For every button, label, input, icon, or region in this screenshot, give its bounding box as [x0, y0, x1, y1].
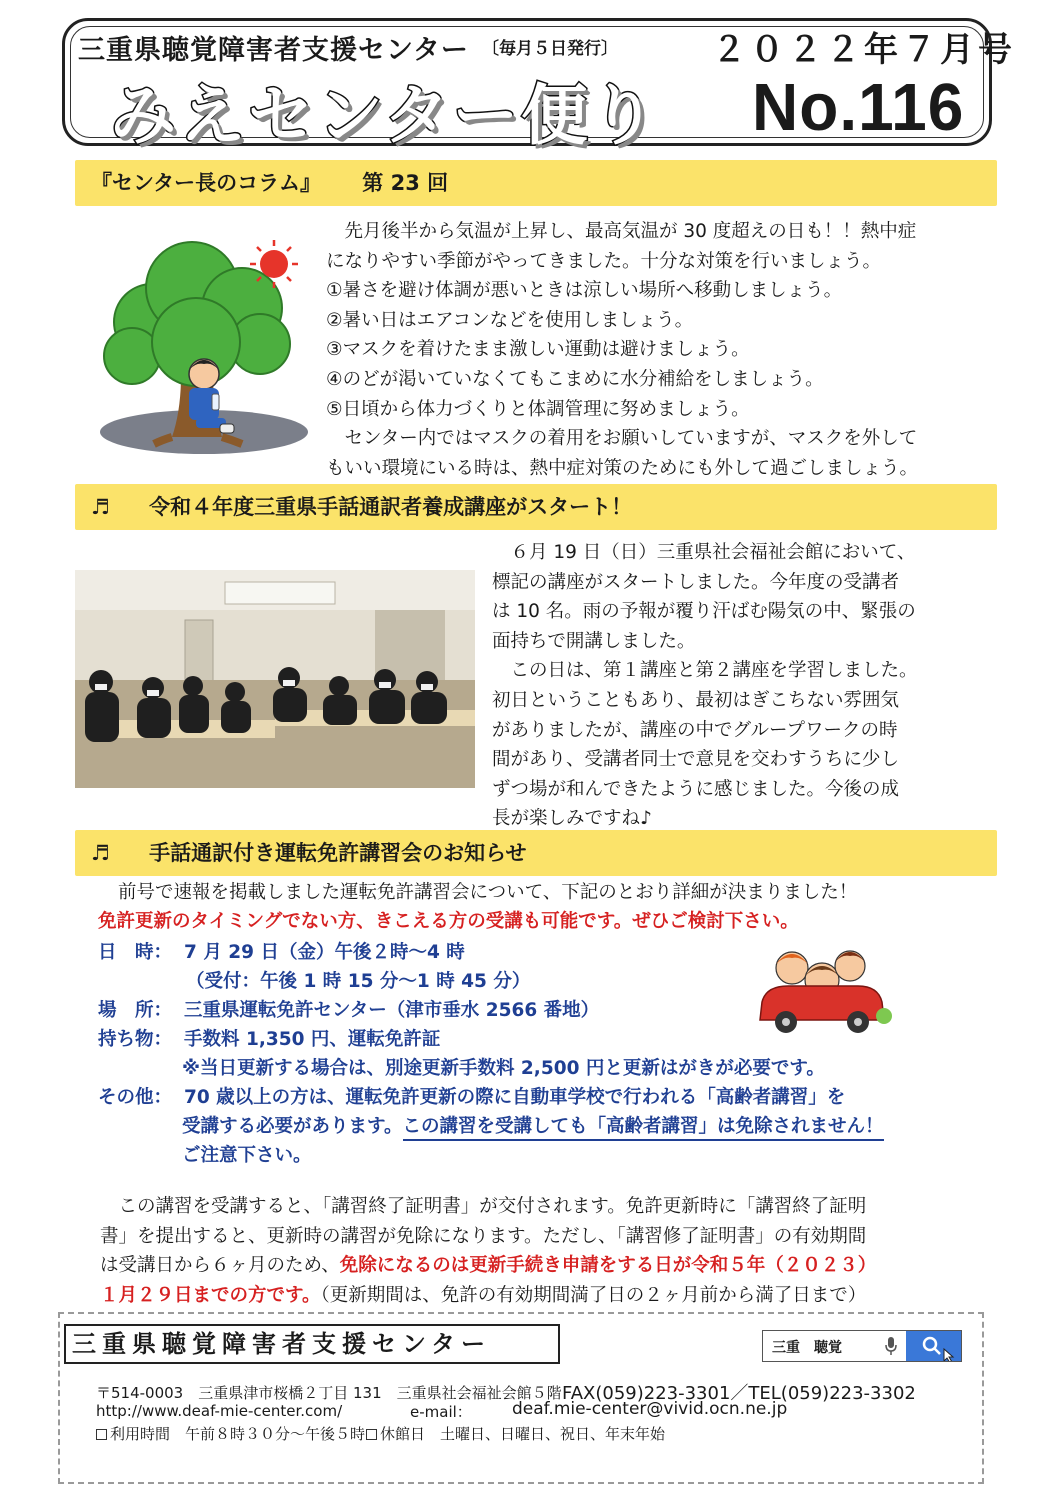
microphone-icon[interactable]: [884, 1336, 898, 1356]
license-header: [75, 830, 997, 876]
column-number: 第 23 回: [362, 171, 449, 195]
date-label: 日 時：: [98, 942, 173, 963]
column-line: 先月後半から気温が上昇し、最高気温が 30 度超えの日も！！熱中症: [326, 221, 917, 242]
training-line: ずつ場が和んできたように感じました。今後の成: [492, 778, 900, 800]
license-notice: 免許更新のタイミングでない方、きこえる方の受講も可能です。ぜひご検討下さい。: [98, 911, 799, 932]
column-line: ⑤日頃から体力づくりと体調管理に努めましょう。: [326, 398, 750, 420]
tree-shade-illustration: [92, 232, 314, 460]
cert-line-4a: １月２９日までの方です。: [100, 1284, 321, 1306]
license-intro: 前号で速報を掲載しました運転免許講習会について、下記のとおり詳細が決まりました！: [118, 882, 858, 903]
training-line: 標記の講座がスタートしました。今年度の受講者: [492, 571, 900, 593]
other-line-3: ご注意下さい。: [182, 1145, 312, 1166]
training-title: 令和４年度三重県手話通訳者養成講座がスタート！: [149, 495, 633, 519]
music-note-icon: ♬: [91, 841, 110, 865]
column-line: ④のどが渇いていなくてもこまめに水分補給をしましょう。: [326, 368, 824, 390]
certificate-body: [100, 1192, 980, 1310]
cert-line-4b: （更新期間は、免許の有効期間満了日の２ヶ月前から満了日まで）: [320, 1284, 867, 1306]
event-reception: （受付：午後 1 時 15 分～1 時 45 分）: [186, 971, 531, 992]
training-line: 初日ということもあり、最初はぎこちない雰囲気: [492, 689, 900, 711]
training-body: [492, 538, 966, 834]
column-line: センター内ではマスクの着用をお願いしていますが、マスクを外して: [326, 428, 918, 450]
checkbox-icon: [96, 1429, 107, 1440]
footer-email-label: e-mail：: [410, 1403, 472, 1421]
issue-date: ２０２２年７月号: [712, 30, 1016, 70]
training-line: 長が楽しみですね♪: [492, 808, 652, 830]
other-label: その他：: [98, 1087, 173, 1108]
footer-email[interactable]: deaf.mie-center@vivid.ocn.ne.jp: [512, 1399, 788, 1419]
family-car-illustration: [748, 940, 896, 1040]
column-line: ②暑い日はエアコンなどを使用しましょう。: [326, 309, 694, 331]
place-value: 三重県運転免許センター（津市垂水 2566 番地）: [184, 1000, 600, 1021]
search-button[interactable]: [906, 1331, 961, 1361]
cert-line: [100, 1251, 980, 1281]
training-line: ６月 19 日（日）三重県社会福祉会館において、: [492, 542, 916, 563]
training-header: [75, 484, 997, 530]
column-line: ①暑さを避け体調が悪いときは涼しい場所へ移動しましょう。: [326, 280, 843, 302]
exemption-warning: この講習を受講しても「高齢者講習」は免除されません！: [403, 1116, 884, 1141]
cert-line: [100, 1281, 980, 1311]
column-header: [75, 160, 997, 206]
event-items: [98, 1025, 440, 1051]
cursor-icon: [944, 1349, 953, 1361]
other-line-2a: 受講する必要があります。: [182, 1116, 403, 1137]
footer-org-name: 三重県聴覚障害者支援センター: [64, 1324, 560, 1364]
cert-line-3a: は受講日から６ヶ月のため、: [100, 1255, 340, 1277]
column-line: もいい環境にいる時は、熱中症対策のためにも外して過ごしましょう。: [326, 457, 919, 479]
license-title: 手話通訳付き運転免許講習会のお知らせ: [149, 841, 527, 865]
issue-number: No.116: [752, 69, 965, 145]
column-title: 『センター長のコラム』: [91, 171, 321, 195]
search-input-text: 三重 聴覚: [772, 1340, 842, 1356]
search-icon: [906, 1331, 961, 1361]
training-line: 面持ちで開講しました。: [492, 630, 696, 652]
newsletter-title: みえセンター便り: [110, 77, 660, 154]
closed-text: 休館日 土曜日、日曜日、祝日、年末年始: [380, 1425, 666, 1443]
other-value: 70 歳以上の方は、運転免許更新の際に自動車学校で行われる「高齢者講習」を: [184, 1087, 846, 1108]
masthead-org-name: 三重県聴覚障害者支援センター: [78, 35, 469, 66]
music-note-icon: ♬: [91, 495, 110, 519]
event-date: [98, 938, 465, 964]
sun-icon: [250, 240, 298, 288]
column-body: [326, 217, 992, 483]
footer-closed-days: [366, 1423, 665, 1444]
footer-address: 〒514-0003 三重県津市桜橋２丁目 131 三重県社会福祉会館５階: [96, 1384, 562, 1402]
training-line: がありましたが、講座の中でグループワークの時: [492, 719, 898, 741]
place-label: 場 所：: [98, 1000, 173, 1021]
training-line: この日は、第１講座と第２講座を学習しました。: [492, 660, 918, 682]
footer-hours: [96, 1423, 365, 1444]
event-place: [98, 996, 599, 1022]
classroom-photo: [75, 570, 475, 788]
items-value: 手数料 1,350 円、運転免許証: [184, 1029, 441, 1050]
column-line: になりやすい季節がやってきました。十分な対策を行いましょう。: [326, 250, 882, 272]
event-other: [98, 1083, 845, 1109]
checkbox-icon: [366, 1429, 377, 1440]
cert-line-3b: 免除になるのは更新手続き申請をする日が令和５年（２０２３）: [339, 1255, 877, 1277]
training-line: は 10 名。雨の予報が覆り汗ばむ陽気の中、緊張の: [492, 601, 916, 623]
date-value: 7 月 29 日（金）午後２時～4 時: [184, 942, 465, 963]
hours-text: 利用時間 午前８時３０分～午後５時: [110, 1425, 366, 1443]
column-line: ③マスクを着けたまま激しい運動は避けましょう。: [326, 339, 750, 361]
cert-line: この講習を受講すると、「講習終了証明書」が交付されます。免許更新時に「講習終了証明: [100, 1196, 867, 1217]
other-line-2: [182, 1112, 884, 1138]
footer-fax-tel: FAX(059)223-3301／TEL(059)223-3302: [562, 1383, 916, 1404]
cert-line: 書」を提出すると、更新時の講習が免除になります。ただし、「講習修了証明書」の有効期間: [100, 1225, 867, 1247]
training-line: 間があり、受講者同士で意見を交わすうちに少し: [492, 749, 900, 771]
footer-url[interactable]: http://www.deaf-mie-center.com/: [96, 1402, 343, 1420]
items-label: 持ち物：: [98, 1029, 173, 1050]
items-note: ※当日更新する場合は、別途更新手数料 2,500 円と更新はがきが必要です。: [182, 1058, 825, 1079]
issue-frequency: 〔毎月５日発行〕: [482, 39, 618, 59]
